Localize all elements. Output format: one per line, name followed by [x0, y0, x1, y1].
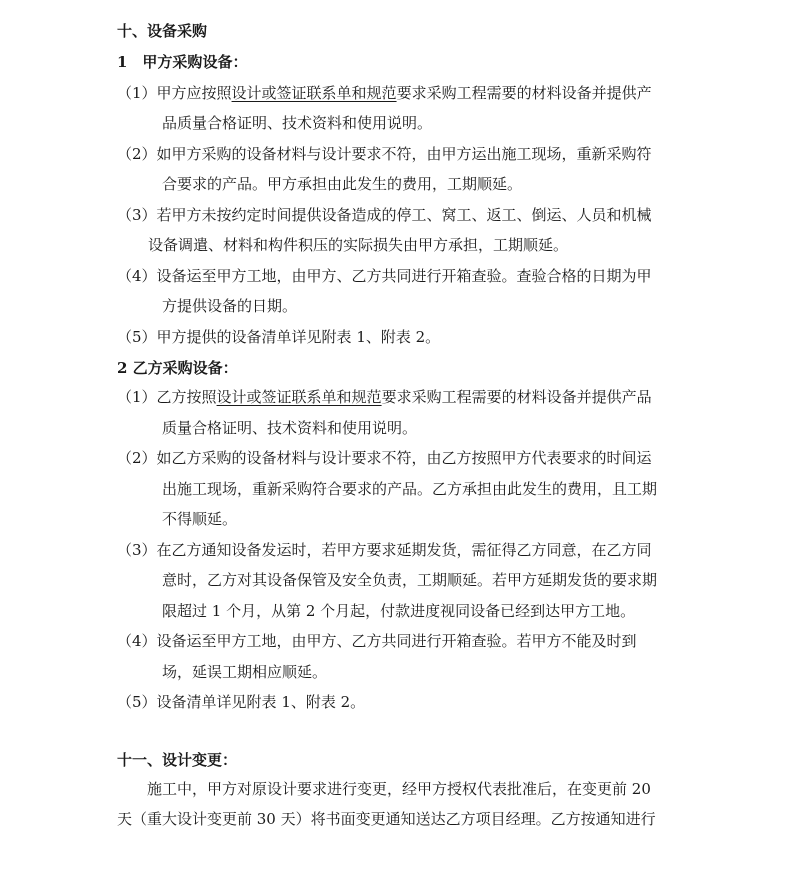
s1-item-2-line-1: （2）如甲方采购的设备材料与设计要求不符，由甲方运出施工现场，重新采购符 [117, 145, 652, 163]
subsection-1-title: 1 甲方采购设备： [117, 53, 248, 71]
s2-item-3-line-2: 意时，乙方对其设备保管及安全负责，工期顺延。若甲方延期发货的要求期 [162, 571, 658, 589]
s2-item-2-line-2: 出施工现场，重新采购符合要求的产品。乙方承担由此发生的费用，且工期 [162, 480, 658, 498]
s1-item-3-line-1: （3）若甲方未按约定时间提供设备造成的停工、窝工、返工、倒运、人员和机械 [117, 206, 652, 224]
s2-item-4-line-1: （4）设备运至甲方工地，由甲方、乙方共同进行开箱查验。若甲方不能及时到 [117, 632, 637, 650]
s1-item-1-prefix: （1）甲方应按照 [117, 84, 232, 102]
s2-item-3-line-3: 限超过 1 个月，从第 2 个月起，付款进度视同设备已经到达甲方工地。 [162, 602, 636, 620]
s11-paragraph-line-1: 施工中，甲方对原设计要求进行变更，经甲方授权代表批准后，在变更前 20 [147, 780, 651, 798]
s11-paragraph-line-2: 天（重大设计变更前 30 天）将书面变更通知送达乙方项目经理。乙方按通知进行 [117, 810, 656, 828]
subsection-2-title: 2 乙方采购设备： [117, 359, 238, 377]
s2-item-1-underlined-text: 设计或签证联系单和规范 [216, 388, 382, 406]
s2-item-5-line-1: （5）设备清单详见附表 1、附表 2。 [117, 693, 366, 711]
s1-item-3-line-2: 设备调遣、材料和构件积压的实际损失由甲方承担，工期顺延。 [148, 236, 569, 254]
s1-item-1-line-2: 品质量合格证明、技术资料和使用说明。 [162, 114, 433, 132]
s1-item-2-line-2: 合要求的产品。甲方承担由此发生的费用，工期顺延。 [162, 175, 523, 193]
s1-item-5-line-1: （5）甲方提供的设备清单详见附表 1、附表 2。 [117, 328, 441, 346]
s1-item-4-line-2: 方提供设备的日期。 [162, 297, 298, 315]
section-11-title: 十一、设计变更： [117, 751, 238, 769]
section-10-title: 十、设备采购 [117, 22, 208, 40]
s2-item-1-suffix: 要求采购工程需要的材料设备并提供产品 [381, 388, 652, 406]
s1-item-1-underlined-text: 设计或签证联系单和规范 [231, 84, 397, 102]
s2-item-3-line-1: （3）在乙方通知设备发运时，若甲方要求延期发货，需征得乙方同意，在乙方同 [117, 541, 652, 559]
s2-item-4-line-2: 场，延误工期相应顺延。 [162, 663, 328, 681]
s1-item-1-suffix: 要求采购工程需要的材料设备并提供产 [396, 84, 652, 102]
s2-item-1-line-2: 质量合格证明、技术资料和使用说明。 [162, 419, 418, 437]
s1-item-1-line-1 [117, 83, 652, 103]
s2-item-1-line-1 [117, 387, 652, 407]
s2-item-2-line-3: 不得顺延。 [162, 510, 238, 528]
s2-item-1-prefix: （1）乙方按照 [117, 388, 217, 406]
s1-item-4-line-1: （4）设备运至甲方工地，由甲方、乙方共同进行开箱查验。查验合格的日期为甲 [117, 267, 652, 285]
s2-item-2-line-1: （2）如乙方采购的设备材料与设计要求不符，由乙方按照甲方代表要求的时间运 [117, 449, 652, 467]
